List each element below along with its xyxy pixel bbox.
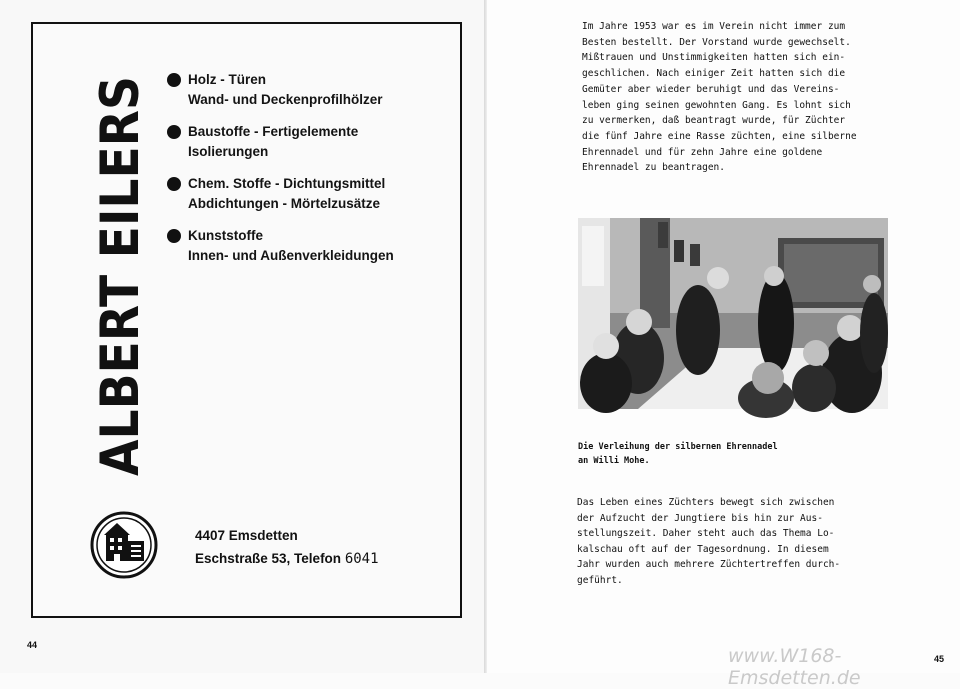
- text-line: Ehrennadel zu beantragen.: [582, 162, 725, 174]
- product-line: Chem. Stoffe - Dichtungsmittel: [188, 176, 386, 191]
- caption-line: an Willi Mohe.: [578, 456, 650, 466]
- address-street-text: Eschstraße 53, Telefon: [195, 551, 342, 566]
- product-line: Abdichtungen - Mörtelzusätze: [188, 196, 380, 211]
- phone-number: 6041: [344, 551, 379, 567]
- site-watermark: www.W168-Emsdetten.de: [728, 645, 861, 689]
- bullet-icon: [167, 229, 181, 243]
- paragraph-breeder: [577, 495, 877, 589]
- left-page: [0, 0, 487, 673]
- text-line: stellungszeit. Daher steht auch das Thema Lo-: [577, 528, 835, 540]
- brand-name-vertical: [78, 26, 158, 476]
- page-number-left: 44: [27, 640, 38, 650]
- address-street: [195, 547, 445, 571]
- photo-caption: [578, 440, 878, 468]
- product-line: Kunststoffe: [188, 228, 263, 243]
- address-city: 4407 Emsdetten: [195, 528, 298, 543]
- product-item: [166, 174, 436, 214]
- bullet-icon: [167, 125, 181, 139]
- ceremony-photo: [578, 218, 888, 409]
- text-line: geführt.: [577, 574, 623, 586]
- product-list: [166, 70, 436, 278]
- text-line: Jahr wurden auch mehrere Züchtertreffen durch-: [577, 559, 841, 571]
- product-line: Isolierungen: [188, 144, 269, 159]
- product-item: [166, 122, 436, 162]
- text-line: leben ging seinen gewohnten Gang. Es lohnt sich: [582, 99, 851, 111]
- product-line: Baustoffe - Fertigelemente: [188, 124, 359, 139]
- product-item: [166, 226, 436, 266]
- page-number-right: 45: [934, 654, 945, 664]
- brand-name-text: ALBERT EILERS: [90, 26, 151, 476]
- text-line: der Aufzucht der Jungtiere bis hin zur Aus-: [577, 512, 823, 524]
- product-line: Innen- und Außenverkleidungen: [188, 248, 394, 263]
- address-block: [195, 524, 445, 571]
- product-line: Wand- und Deckenprofilhölzer: [188, 92, 383, 107]
- text-line: geschlichen. Nach einiger Zeit hatten sich die: [582, 68, 846, 80]
- caption-line: Die Verleihung der silbernen Ehrennadel: [578, 442, 778, 452]
- bullet-icon: [167, 177, 181, 191]
- text-line: die fünf Jahre eine Rasse züchten, eine silberne: [582, 130, 857, 142]
- text-line: Ehrennadel und für zehn Jahre eine goldene: [582, 146, 823, 158]
- text-line: Im Jahre 1953 war es im Verein nicht immer zum: [582, 21, 846, 32]
- text-line: zu vermerken, daß beantragt wurde, für Züchter: [582, 115, 846, 127]
- text-line: kalschau oft auf der Tagesordnung. In diesem: [577, 543, 829, 555]
- paragraph-1953: [582, 19, 882, 176]
- product-line: Holz - Türen: [188, 72, 266, 87]
- text-line: Mißtrauen und Unstimmigkeiten hatten sich ein-: [582, 52, 846, 64]
- text-line: Das Leben eines Züchters bewegt sich zwischen: [577, 497, 835, 508]
- text-line: Gemüter aber wieder beruhigt und das Vereins-: [582, 83, 840, 95]
- text-line: Besten bestellt. Der Vorstand wurde gewechselt.: [582, 36, 851, 48]
- building-logo-icon: [90, 511, 158, 579]
- bullet-icon: [167, 73, 181, 87]
- product-item: [166, 70, 436, 110]
